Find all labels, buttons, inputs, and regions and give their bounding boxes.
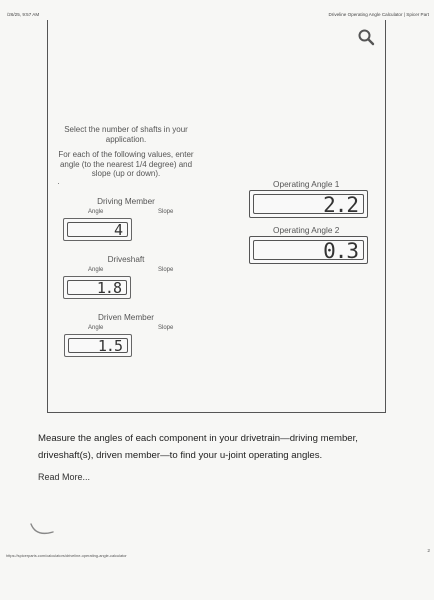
calculator-instructions xyxy=(52,125,200,179)
instructions-shaft-count: Select the number of shafts in your application. xyxy=(64,125,188,144)
driven-member-title: Driven Member xyxy=(98,313,154,322)
operating-angle-1-value: 2.2 xyxy=(253,194,364,214)
driveshaft-title: Driveshaft xyxy=(107,255,145,264)
driving-member-title: Driving Member xyxy=(97,197,155,206)
read-more-link[interactable]: Read More... xyxy=(38,472,91,482)
driving-member-slope-label: Slope xyxy=(158,209,174,215)
driveshaft-angle-value: 1.8 xyxy=(67,280,127,295)
loading-spinner-icon xyxy=(28,520,56,540)
driven-member-slope-label: Slope xyxy=(158,325,174,331)
operating-angle-1-display xyxy=(249,190,368,218)
driving-member-angle-value: 4 xyxy=(67,222,128,237)
driven-member-angle-label: Angle xyxy=(88,325,104,331)
driveshaft-angle-label: Angle xyxy=(88,267,104,273)
operating-angle-2-display xyxy=(249,236,368,264)
operating-angle-2-value: 0.3 xyxy=(253,240,364,260)
instructions-angle-entry: For each of the following values, enter angle (to the nearest 1/4 degree) and slope (up or down). xyxy=(58,150,194,178)
print-page-number: 2 xyxy=(427,549,430,554)
driven-member-angle-field[interactable] xyxy=(64,334,132,357)
stray-dot xyxy=(58,183,59,184)
print-datetime: /26/25, 9:57 AM xyxy=(7,12,40,17)
driving-member-angle-field[interactable] xyxy=(63,218,132,241)
operating-angle-1-label: Operating Angle 1 xyxy=(273,179,340,189)
operating-angle-2-label: Operating Angle 2 xyxy=(273,225,340,235)
print-page-title: Driveline Operating Angle Calculator | Spicer Part xyxy=(328,12,429,17)
driveshaft-angle-field[interactable] xyxy=(63,276,131,299)
print-url: https://spicerparts.com/calculators/driveline-operating-angle-calculator xyxy=(6,553,127,558)
driving-member-angle-label: Angle xyxy=(88,209,104,215)
driveshaft-slope-label: Slope xyxy=(158,267,174,273)
calculator-description: Measure the angles of each component in your drivetrain—driving member, driveshaft(s), driven member—to find your u-joint operating angles. xyxy=(38,433,358,461)
driven-member-angle-value: 1.5 xyxy=(68,338,128,353)
